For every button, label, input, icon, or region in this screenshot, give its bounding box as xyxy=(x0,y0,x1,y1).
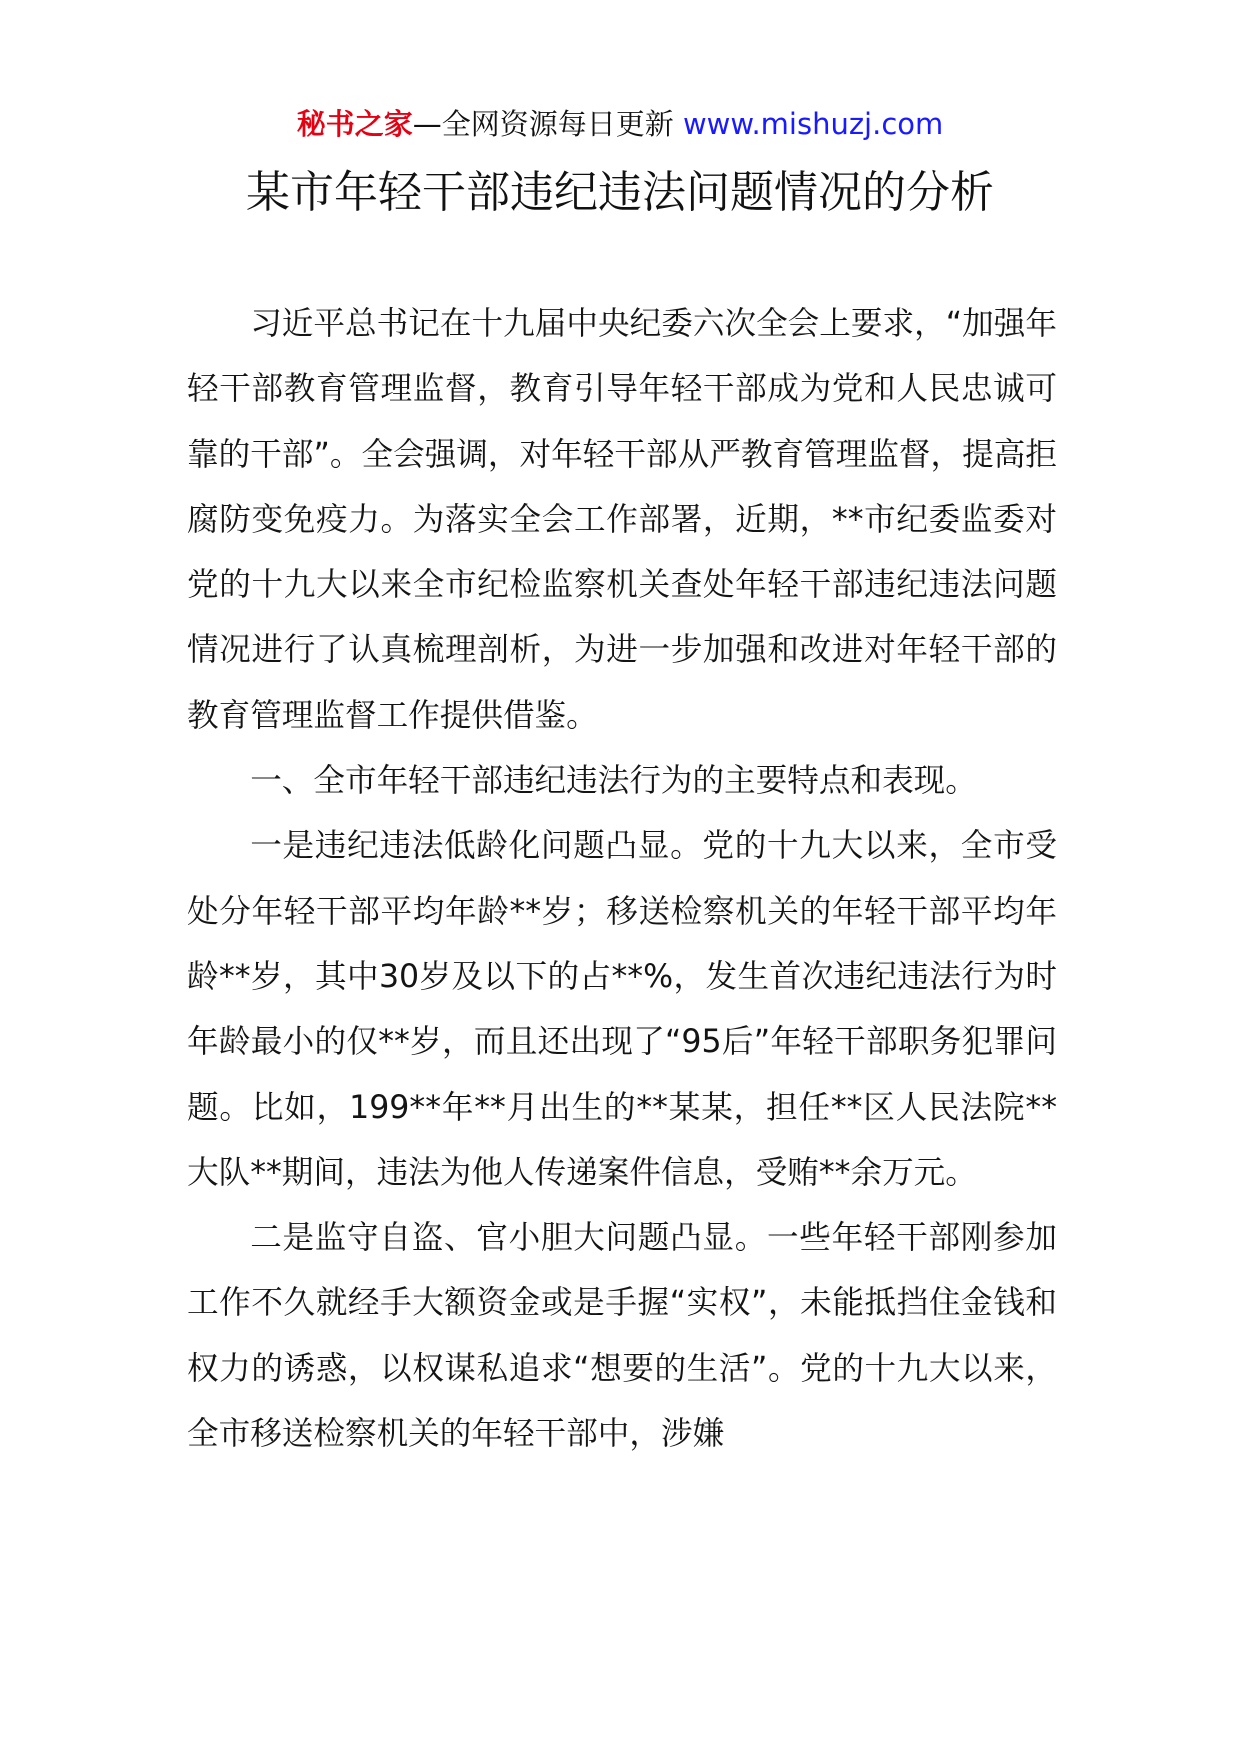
document-title: 某市年轻干部违纪违法问题情况的分析 xyxy=(246,167,994,218)
site-url-link[interactable]: www.mishuzj.com xyxy=(682,107,944,141)
section-heading: 一、全市年轻干部违纪违法行为的主要特点和表现。 xyxy=(250,763,977,800)
intro-paragraph: 习近平总书记在十九届中央纪委六次全会上要求，“加强年轻干部教育管理监督，教育引导年轻干部成为党和人民忠诚可靠的干部”。全会强调，对年轻干部从严教育管理监督，提高拒腐防变免疫力。为落实全会工作部署，近期，**市纪委监委对党的十九大以来全市纪检监察机关查处年轻干部违纪违法问题情况进行了认真梳理剖析，为进一步加强和改进对年轻干部的教育管理监督工作提供借鉴。 xyxy=(187,306,1057,734)
site-banner xyxy=(0,102,1240,146)
point-two-paragraph: 二是监守自盗、官小胆大问题凸显。一些年轻干部刚参加工作不久就经手大额资金或是手握“实权”，未能抵挡住金钱和权力的诱惑，以权谋私追求“想要的生活”。党的十九大以来，全市移送检察机关的年轻干部中，涉嫌 xyxy=(187,1220,1057,1453)
document-body xyxy=(187,292,1057,1467)
banner-tagline: —全网资源每日更新 xyxy=(412,107,674,141)
point-one-paragraph: 一是违纪违法低龄化问题凸显。党的十九大以来，全市受处分年轻干部平均年龄**岁；移送检察机关的年轻干部平均年龄**岁，其中30岁及以下的占**%，发生首次违纪违法行为时年龄最小的仅**岁，而且还出现了“95后”年轻干部职务犯罪问题。比如，199**年**月出生的**某某，担任**区人民法院**大队**期间，违法为他人传递案件信息，受贿**余万元。 xyxy=(187,828,1057,1191)
brand-name: 秘书之家 xyxy=(296,107,413,141)
